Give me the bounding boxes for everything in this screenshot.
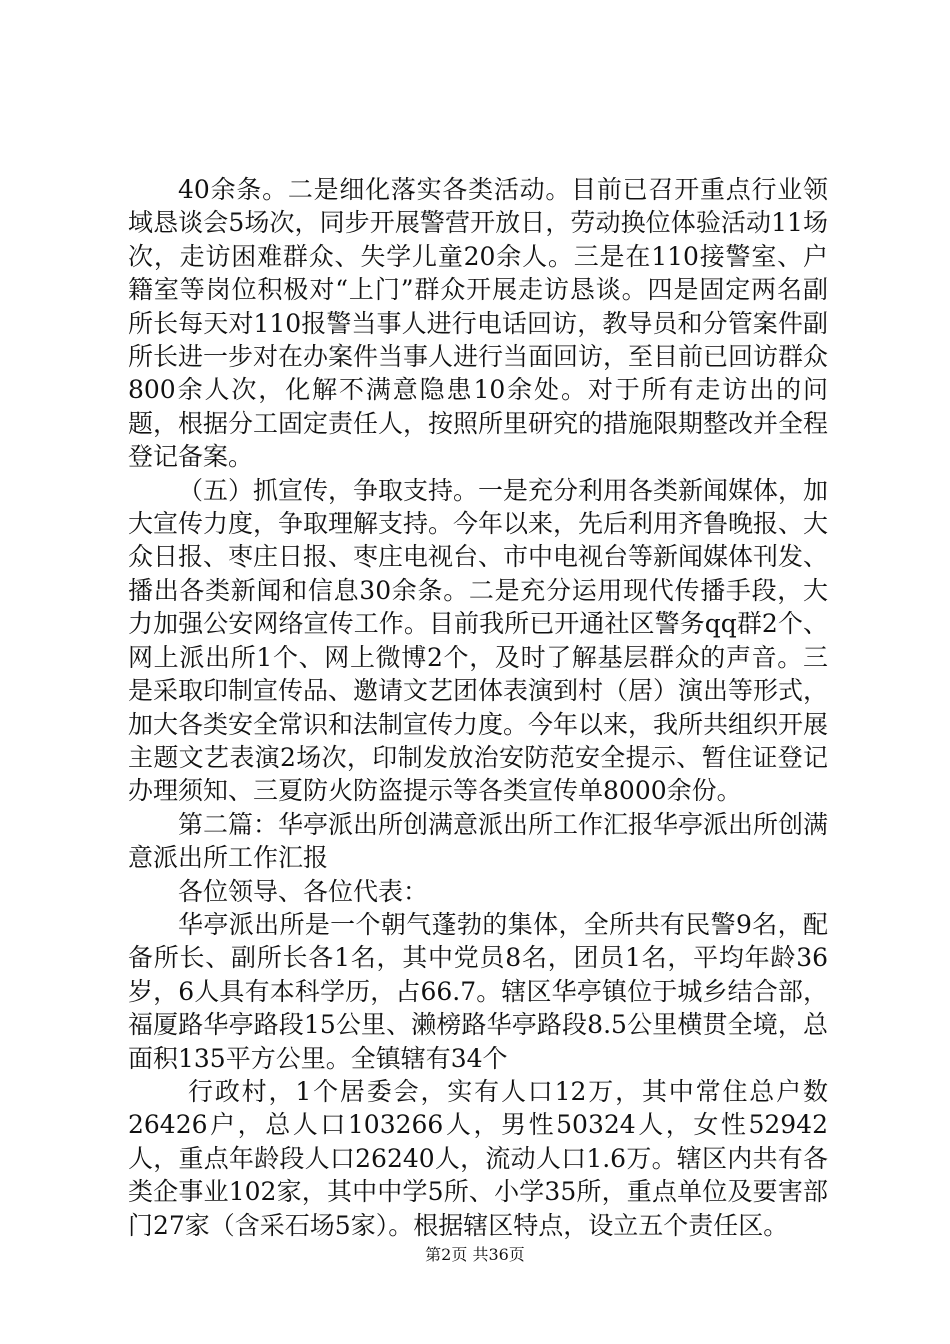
paragraph-station-intro: 华亭派出所是一个朝气蓬勃的集体，全所共有民警9名，配备所长、副所长各1名，其中党员8名，团员1名，平均年龄36岁，6人具有本科学历，占66.7。辖区华亭镇位于城乡结合部，福厦路华亭路段15公里、濑榜路华亭路段8.5公里横贯全境，总面积135平方公里。全镇辖有34个	[128, 909, 828, 1073]
paragraph-activities: 40余条。二是细化落实各类活动。目前已召开重点行业领域恳谈会5场次，同步开展警营开放日，劳动换位体验活动11场次，走访困难群众、失学儿童20余人。三是在110接警室、户籍室等岗位积极对“上门”群众开展走访恳谈。四是固定两名副所长每天对110报警当事人进行电话回访，教导员和分管案件副所长进一步对在办案件当事人进行当面回访，至目前已回访群众800余人次，化解不满意隐患10余处。对于所有走访出的问题，根据分工固定责任人，按照所里研究的措施限期整改并全程登记备案。	[128, 175, 829, 472]
page-footer: 第2页 共36页	[425, 1245, 525, 1264]
salutation: 各位领导、各位代表：	[178, 876, 429, 906]
paragraph-publicity: （五）抓宣传，争取支持。一是充分利用各类新闻媒体，加大宣传力度，争取理解支持。今年以来，先后利用齐鲁晚报、大众日报、枣庄日报、枣庄电视台、市中电视台等新闻媒体刊发、播出各类新闻和信息30余条。二是充分运用现代传播手段，大力加强公安网络宣传工作。目前我所已开通社区警务qq群2个、网上派出所1个、网上微博2个，及时了解基层群众的声音。三是采取印制宣传品、邀请文艺团体表演到村（居）演出等形式，加大各类安全常识和法制宣传力度。今年以来，我所共组织开展主题文艺表演2场次，印制发放治安防范安全提示、暂住证登记办理须知、三夏防火防盗提示等各类宣传单8000余份。	[128, 475, 829, 806]
document-body	[128, 173, 828, 1242]
section-heading: 第二篇：华亭派出所创满意派出所工作汇报华亭派出所创满意派出所工作汇报	[128, 809, 829, 873]
paragraph-jurisdiction: 行政村，1个居委会，实有人口12万，其中常住总户数26426户，总人口103266人，男性50324人，女性52942人，重点年龄段人口26240人，流动人口1.6万。辖区内共有各类企事业102家，其中中学5所、小学35所，重点单位及要害部门27家（含采石场5家）。根据辖区特点，设立五个责任区。	[128, 1076, 828, 1240]
